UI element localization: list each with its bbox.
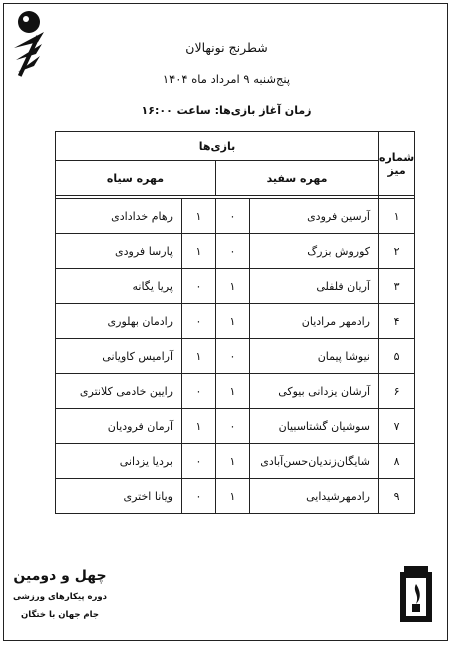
white-score: ۱ [216, 444, 250, 479]
table-row [56, 199, 415, 234]
pairings-table [55, 131, 415, 514]
table-row [56, 234, 415, 269]
white-score: ۰ [216, 234, 250, 269]
table-header-row [56, 132, 415, 161]
white-player: نیوشا پیمان [250, 339, 379, 374]
black-player: پریا یگانه [56, 269, 182, 304]
board-number: ۱ [379, 199, 415, 234]
table-row [56, 444, 415, 479]
board-number: ۶ [379, 374, 415, 409]
table-row [56, 409, 415, 444]
white-player: شایگان‌زندیان‌حسن‌آبادی [250, 444, 379, 479]
table-row [56, 374, 415, 409]
white-score: ۰ [216, 339, 250, 374]
black-player: رهام خدادادی [56, 199, 182, 234]
board-number: ۸ [379, 444, 415, 479]
white-player: کوروش بزرگ [250, 234, 379, 269]
black-player: بردیا یزدانی [56, 444, 182, 479]
board-number: ۲ [379, 234, 415, 269]
torch-emblem-icon [398, 562, 434, 624]
white-column-header: مهره سفید [216, 161, 379, 196]
black-player: رایین خادمی کلانتری [56, 374, 182, 409]
table-row [56, 269, 415, 304]
white-player: آرشان یزدانی بیوکی [250, 374, 379, 409]
white-player: رادمهرشیدایی [250, 479, 379, 514]
footer-line-1: چهل و دومین [13, 568, 107, 584]
black-player: آرامیس کاویانی [56, 339, 182, 374]
white-score: ۱ [216, 479, 250, 514]
footer-line-3: جام جهان با ختگان [21, 610, 99, 620]
white-player: آرسین فرودی [250, 199, 379, 234]
footer-line-2: دوره پیکارهای ورزشی [12, 592, 108, 602]
board-number: ۹ [379, 479, 415, 514]
black-score: ۱ [182, 409, 216, 444]
event-date: پنج‌شنبه ۹ امرداد ماه ۱۴۰۴ [162, 72, 291, 86]
black-player: پارسا فرودی [56, 234, 182, 269]
black-score: ۰ [182, 269, 216, 304]
black-player: آرمان فرودیان [56, 409, 182, 444]
white-score: ۱ [216, 304, 250, 339]
black-score: ۰ [182, 444, 216, 479]
board-number: ۷ [379, 409, 415, 444]
white-score: ۰ [216, 199, 250, 234]
black-score: ۰ [182, 479, 216, 514]
white-player: سوشیان گشتاسبیان [250, 409, 379, 444]
board-number: ۳ [379, 269, 415, 304]
table-row [56, 339, 415, 374]
white-score: ۱ [216, 269, 250, 304]
white-player: آریان فلفلی [250, 269, 379, 304]
black-column-header: مهره سیاه [56, 161, 216, 196]
black-score: ۱ [182, 234, 216, 269]
table-subheader-row [56, 161, 415, 196]
board-column-header: شماره میز [379, 132, 415, 196]
board-number: ۴ [379, 304, 415, 339]
page-title: شطرنج نونهالان [185, 40, 268, 55]
black-player: رادمان بهلوری [56, 304, 182, 339]
black-player: ویانا اختری [56, 479, 182, 514]
black-score: ۱ [182, 199, 216, 234]
white-player: رادمهر مرادیان [250, 304, 379, 339]
white-score: ۰ [216, 409, 250, 444]
start-time: زمان آغاز بازی‌ها: ساعت ۱۶:۰۰ [141, 104, 312, 117]
board-number: ۵ [379, 339, 415, 374]
black-score: ۰ [182, 304, 216, 339]
table-row [56, 479, 415, 514]
black-score: ۱ [182, 339, 216, 374]
white-score: ۱ [216, 374, 250, 409]
black-score: ۰ [182, 374, 216, 409]
table-row [56, 304, 415, 339]
games-column-header: بازی‌ها [56, 132, 379, 161]
